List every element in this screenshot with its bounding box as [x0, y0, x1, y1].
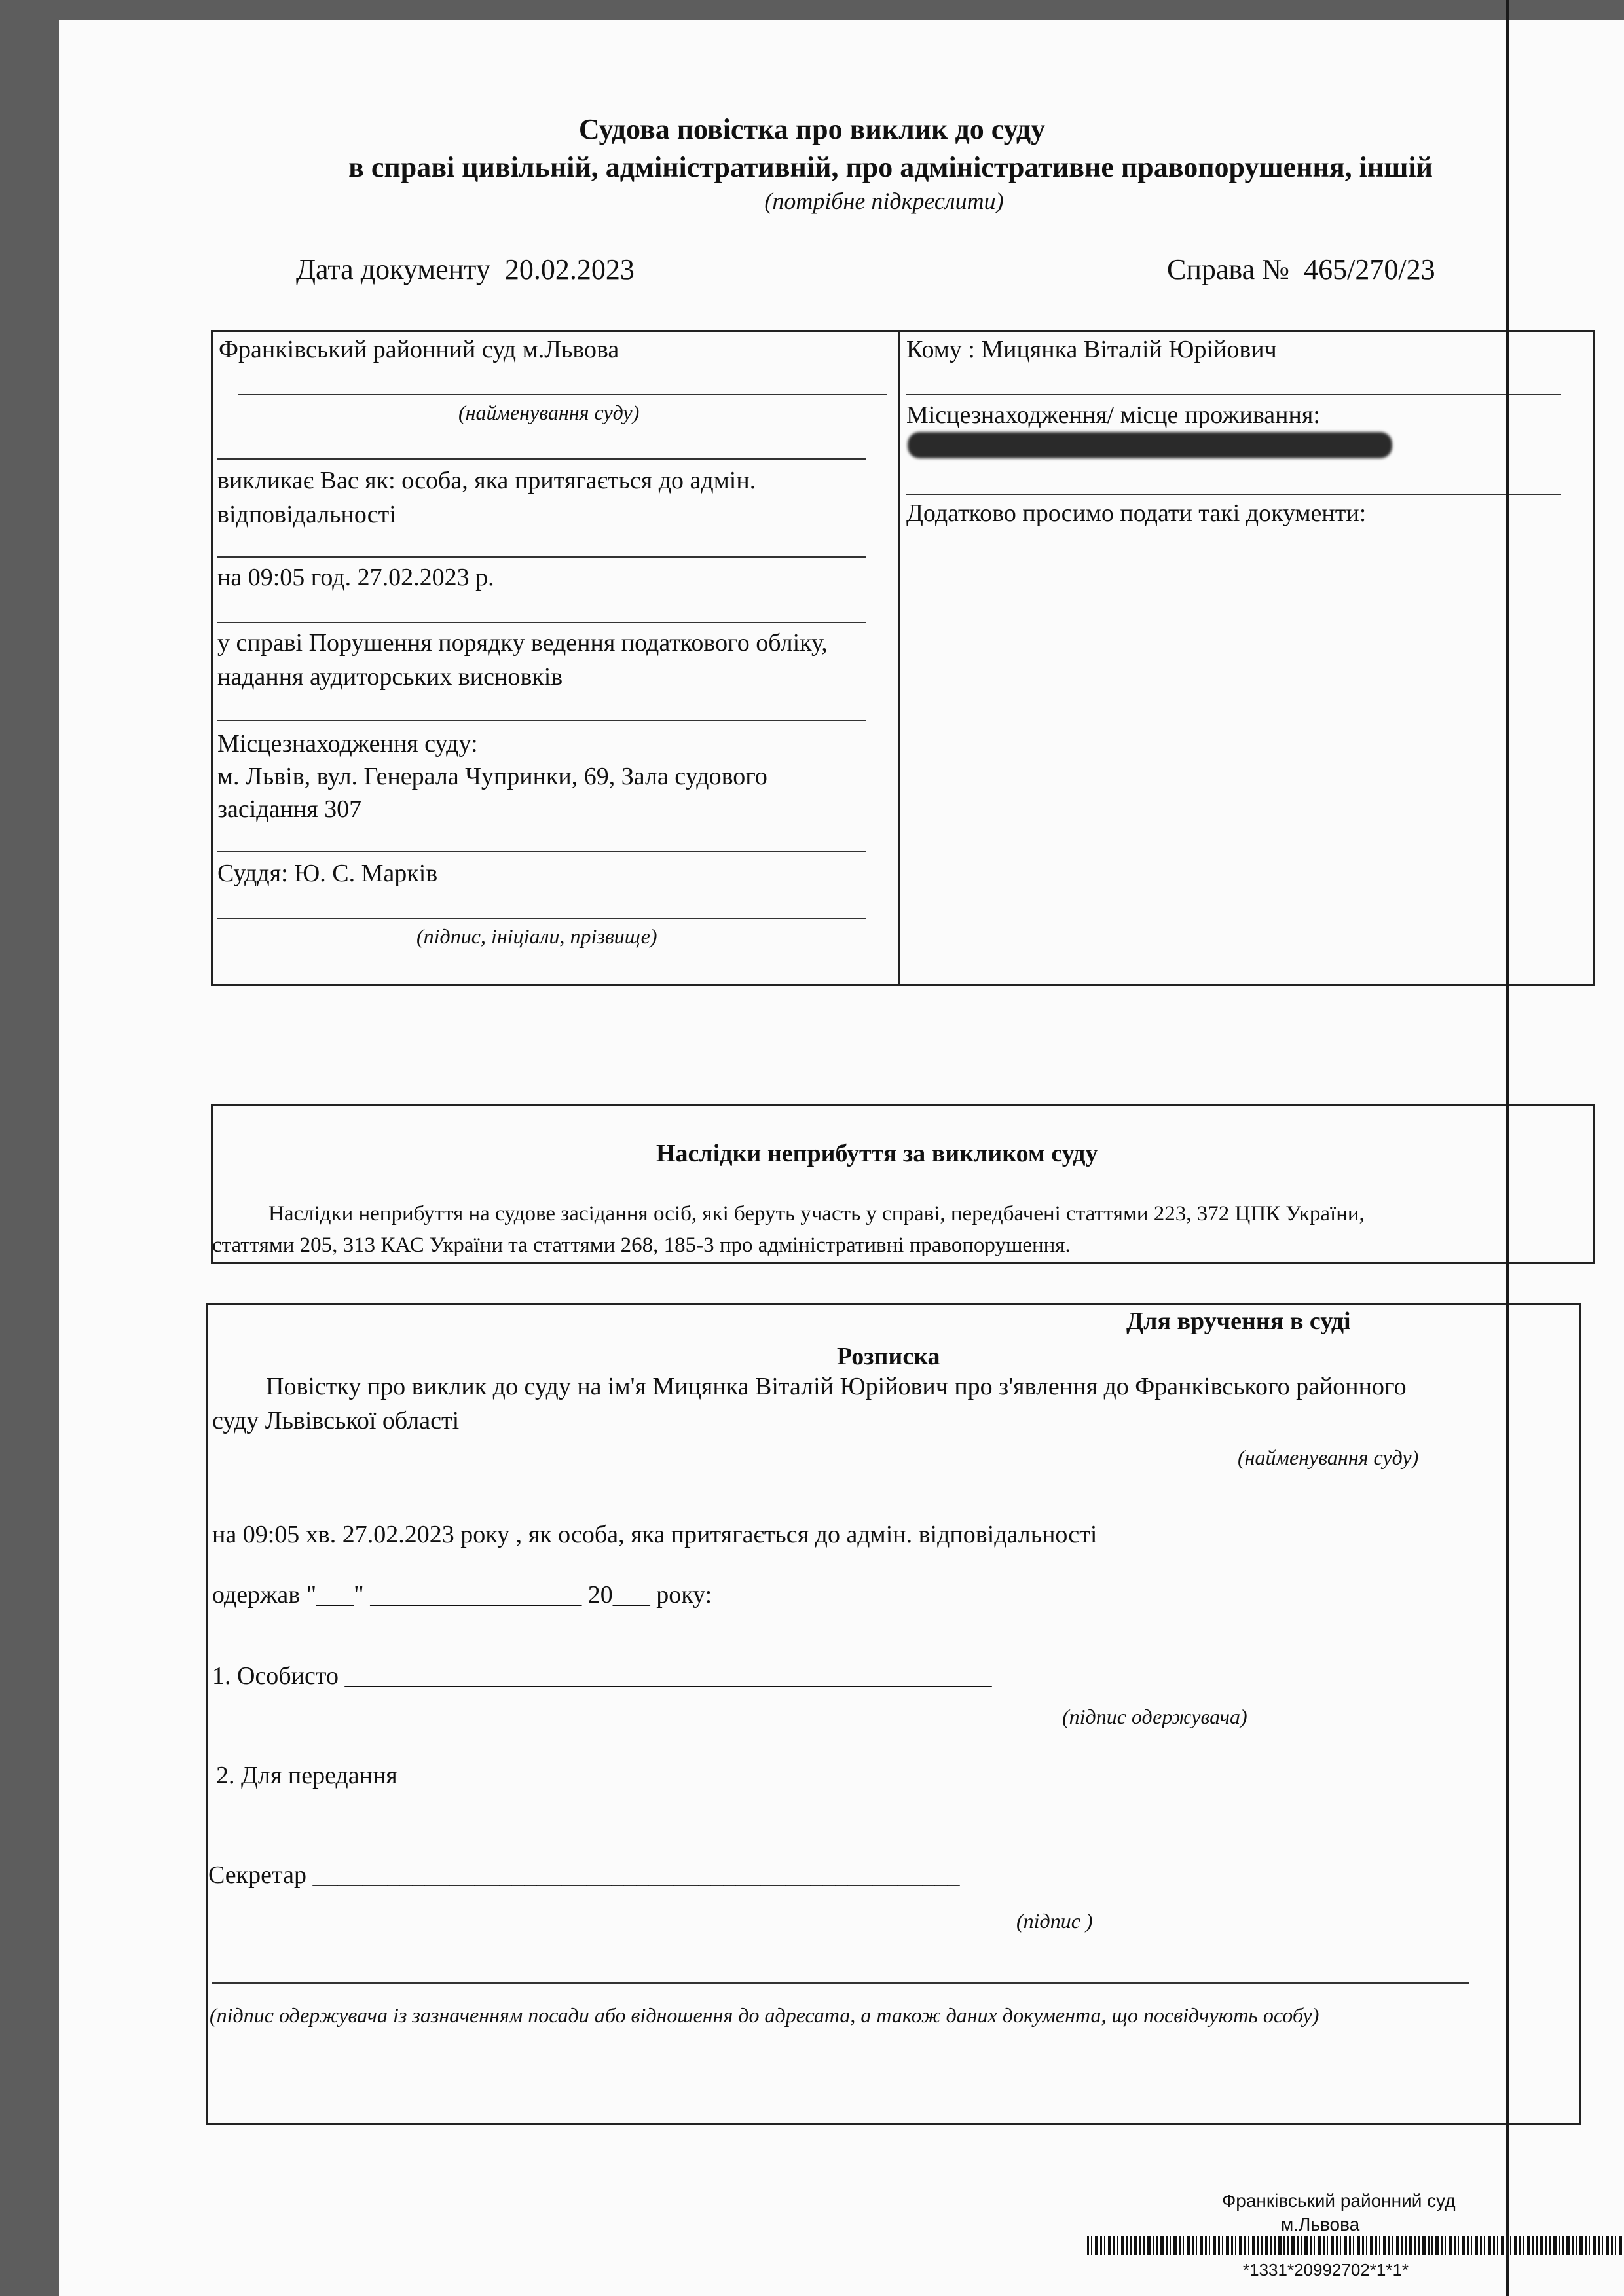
separator [217, 720, 866, 721]
recipient-signature-line [212, 1982, 1469, 1984]
document-subtitle: в справі цивільній, адміністративній, про адміністративне правопорушення, іншій [348, 151, 1433, 183]
separator [217, 622, 866, 623]
receipt-line-1: Повістку про виклик до суду на ім'я Мицянка Віталій Юрійович про з'явлення до Франківського районного [266, 1373, 1407, 1400]
recipient-name: Кому : Мицянка Віталій Юрійович [906, 336, 1277, 363]
case-matter-2: надання аудиторських висновків [217, 663, 563, 691]
for-court-label: Для вручення в суді [1126, 1307, 1351, 1335]
fold-line [1506, 0, 1509, 2296]
consequences-title: Наслідки неприбуття за викликом суду [656, 1140, 1098, 1167]
separator [217, 458, 866, 460]
doc-date-value: 20.02.2023 [504, 253, 635, 285]
personal-line: 1. Особисто ____________________________________________________ [212, 1662, 992, 1690]
court-location-2: засідання 307 [217, 795, 362, 823]
table-divider [898, 330, 900, 986]
redacted-address [908, 432, 1392, 458]
signature-caption: (підпис, ініціали, прізвище) [416, 924, 657, 948]
document-title: Судова повістка про виклик до суду [578, 113, 1046, 145]
separator [217, 556, 866, 558]
recipient-caption: (підпис одержувача) [1062, 1705, 1247, 1728]
hearing-time: на 09:05 год. 27.02.2023 р. [217, 564, 494, 591]
case-number-value: 465/270/23 [1304, 253, 1435, 285]
transfer-line: 2. Для передання [216, 1762, 397, 1789]
separator [217, 918, 866, 919]
underline-note: (потрібне підкреслити) [764, 188, 1004, 214]
case-number [1167, 253, 1435, 286]
receipt-court-caption: (найменування суду) [1238, 1446, 1419, 1469]
case-label: Справа № [1167, 253, 1290, 285]
court-location-1: м. Львів, вул. Генерала Чупринки, 69, Зала судового [217, 763, 767, 790]
court-line [238, 394, 887, 395]
separator [906, 394, 1561, 395]
secretary-line: Секретар ____________________________________________________ [208, 1861, 960, 1889]
extra-documents: Додатково просимо подати такі документи: [906, 500, 1367, 527]
consequences-text-1: Наслідки неприбуття на судове засідання осіб, які беруть участь у справі, передбачені статтями 223, 372 ЦПК України, [268, 1202, 1365, 1226]
court-location-label: Місцезнаходження суду: [217, 730, 478, 757]
court-name: Франківський районний суд м.Львова [219, 336, 619, 363]
received-line: одержав "___" _________________ 20___ року: [212, 1581, 712, 1609]
residence-label: Місцезнаходження/ місце проживання: [906, 401, 1320, 429]
secretary-sign-caption: (підпис ) [1016, 1909, 1093, 1933]
receipt-footer-caption: (підпис одержувача із зазначенням посади або відношення до адресата, а також даних документа, що посвідчують особу) [210, 2003, 1320, 2027]
consequences-text-2: статтями 205, 313 КАС України та статтями 268, 185-3 про адміністративні правопорушення. [212, 1233, 1071, 1257]
receipt-title: Розписка [837, 1343, 940, 1370]
barcode-text: *1331*20992702*1*1* [1243, 2260, 1409, 2280]
judge-name: Суддя: Ю. С. Марків [217, 860, 438, 887]
summoned-as-1: викликає Вас як: особа, яка притягається до адмін. [217, 467, 756, 494]
receipt-time-line: на 09:05 хв. 27.02.2023 року , як особа, яка притягається до адмін. відповідальності [212, 1521, 1098, 1548]
summoned-as-2: відповідальності [217, 501, 396, 528]
doc-date-label: Дата документу [296, 253, 490, 285]
barcode [1087, 2236, 1624, 2255]
receipt-line-2: суду Львівської області [212, 1407, 460, 1434]
separator [217, 851, 866, 852]
court-stamp-line-2: м.Львова [1281, 2214, 1360, 2234]
doc-date [296, 253, 635, 286]
separator [906, 494, 1561, 495]
court-stamp-line-1: Франківський районний суд [1222, 2191, 1456, 2211]
court-caption: (найменування суду) [458, 401, 640, 424]
case-matter-1: у справі Порушення порядку ведення податкового обліку, [217, 629, 828, 657]
